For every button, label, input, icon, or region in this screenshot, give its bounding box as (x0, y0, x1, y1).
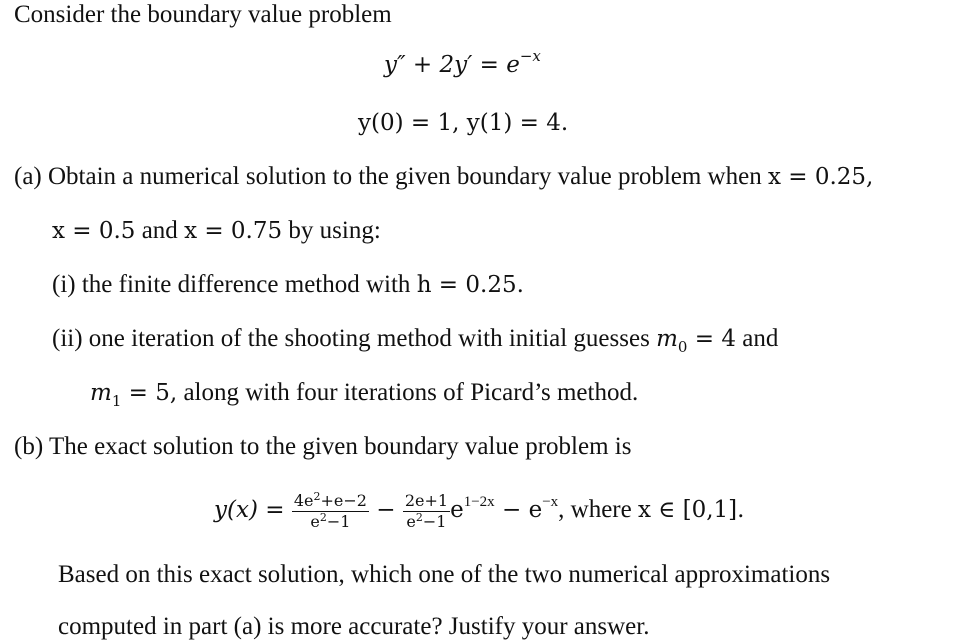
part-a-and: and (135, 217, 185, 244)
part-a-ii-text: (ii) one iteration of the shooting method with initial guesses (52, 325, 657, 352)
tail-exp: −x (542, 494, 559, 510)
exp-base: e (450, 497, 464, 523)
bc-text: y(0) = 1, y(1) = 4. (358, 110, 569, 136)
question-text-1: Based on this exact solution, which one of the two numerical approximations (58, 561, 831, 588)
exact-solution (214, 488, 744, 532)
boundary-conditions (358, 108, 568, 138)
fraction-2 (403, 491, 450, 532)
part-a-text: (a) Obtain a numerical solution to the given boundary value problem when (14, 163, 768, 190)
m1-symbol: m (90, 380, 112, 406)
part-b-intro-text: (b) The exact solution to the given boundary value problem is (14, 433, 632, 460)
picard-text: along with four iterations of Picard’s method. (177, 379, 639, 406)
intro-text (14, 0, 392, 30)
question-line1 (58, 560, 830, 590)
fraction-2-numerator: 2e+1 (404, 490, 449, 510)
m0-symbol: m (656, 326, 678, 352)
part-a-x1: x = 0.25, (767, 164, 874, 190)
exp-power: 1−2x (463, 494, 495, 510)
part-a-using: by using: (282, 217, 381, 244)
part-b-intro (14, 432, 631, 462)
part-a-ii (52, 324, 778, 354)
fraction-1-numerator: $4e^2+e-2$ (293, 489, 367, 510)
fraction-2-denominator: $e^2-1$ (406, 510, 447, 531)
intro-label: Consider the boundary value problem (14, 1, 392, 28)
m0-value: = 4 (687, 326, 736, 352)
part-a-line1 (14, 162, 873, 192)
part-a-line2 (52, 216, 381, 246)
exact-minus: − (368, 497, 403, 523)
part-a-i (52, 270, 524, 300)
part-a-ii-cont (90, 378, 638, 408)
fraction-1 (292, 491, 369, 532)
part-a-ii-and: and (735, 325, 779, 352)
where-text: , where (558, 496, 638, 523)
ode-exponent: −x (519, 47, 541, 65)
domain-math: x ∈ [0,1]. (637, 497, 745, 523)
part-a-i-text: (i) the finite difference method with (52, 271, 417, 298)
m1-value: = 5, (121, 380, 178, 406)
question-text-2: computed in part (a) is more accurate? Justify your answer. (58, 613, 650, 640)
ode-lhs: y″ + 2y′ = e (384, 52, 520, 78)
fraction-1-denominator: $e^2-1$ (310, 510, 351, 531)
ode-equation (384, 47, 541, 80)
question-line2 (58, 612, 649, 642)
exact-lhs: y(x) = (214, 497, 292, 523)
part-a-x2: x = 0.5 (52, 218, 136, 244)
tail-minus: − e (494, 497, 543, 523)
m0-subscript: 0 (677, 338, 688, 356)
m1-subscript: 1 (111, 392, 122, 410)
part-a-x3: x = 0.75 (184, 218, 283, 244)
part-a-i-h: h = 0.25. (416, 272, 524, 298)
